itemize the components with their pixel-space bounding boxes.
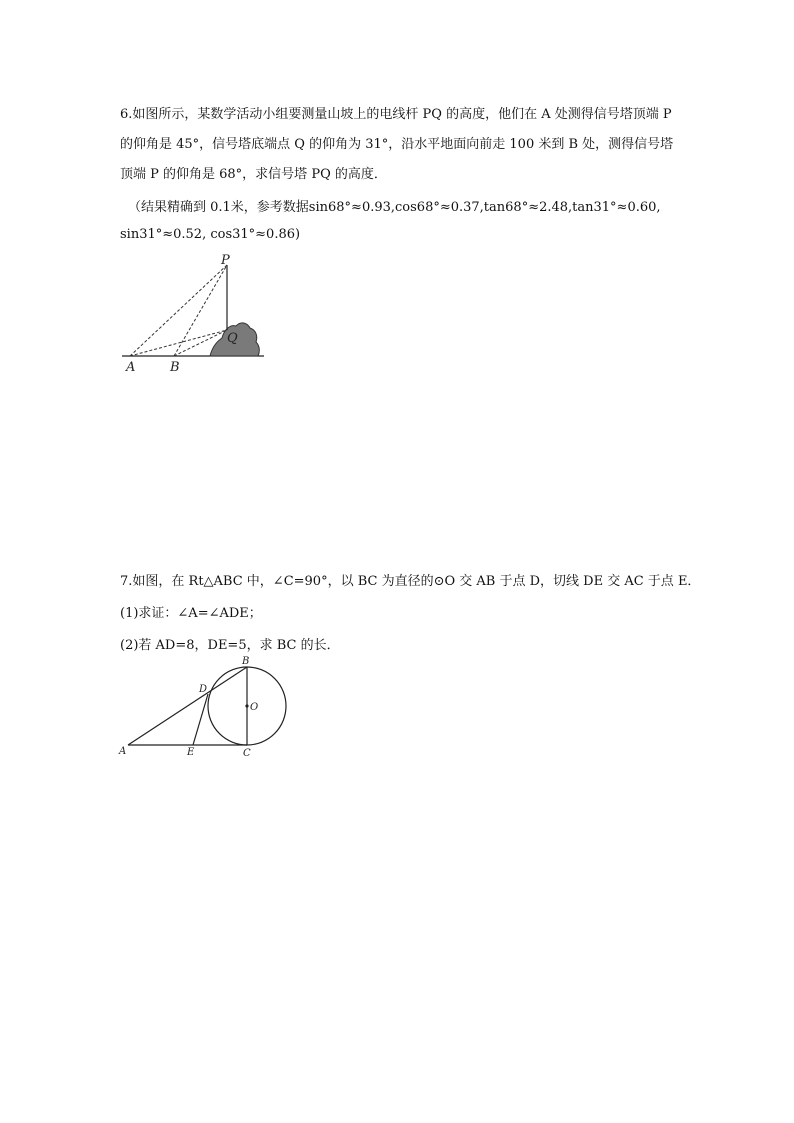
label-a: A [119,746,127,757]
problem6-line5: sin31°≈0.52, cos31°≈0.86) [120,227,301,242]
center-dot [245,704,248,707]
tangent-de [193,694,208,745]
circle-triangle-figure [116,654,292,760]
label-o: O [250,702,259,713]
problem6-line1: 6.如图所示，某数学活动小组要测量山坡上的电线杆 PQ 的高度，他们在 A 处测得信号塔顶端 P [120,107,672,122]
sight-line-ap [130,265,227,356]
problem6-line3: 顶端 P 的仰角是 68°，求信号塔 PQ 的高度． [120,167,387,182]
label-q: Q [227,331,238,346]
label-c: C [243,748,251,759]
label-b: B [170,360,180,375]
label-p: P [221,253,230,268]
problem7-part2: (2)若 AD=8，DE=5，求 BC 的长． [120,638,340,653]
label-d: D [199,684,208,695]
problem7-line1: 7.如图，在 Rt△ABC 中，∠C=90°，以 BC 为直径的⊙O 交 AB 于点 D，切线 DE 交 AC 于点 E． [120,574,701,589]
tower-slope-figure [118,250,268,375]
label-a: A [126,360,136,375]
problem6-line2: 的仰角是 45°，信号塔底端点 Q 的仰角为 31°，沿水平地面向前走 100 米到 B 处，测得信号塔 [120,137,674,152]
side-ab [128,667,247,745]
label-b: B [242,656,250,667]
problem7-part1: (1)求证：∠A=∠ADE； [120,606,262,621]
problem6-line4: （结果精确到 0.1米，参考数据sin68°≈0.93,cos68°≈0.37,tan68°≈2.48,tan31°≈0.60, [128,200,661,215]
label-e: E [187,747,195,758]
